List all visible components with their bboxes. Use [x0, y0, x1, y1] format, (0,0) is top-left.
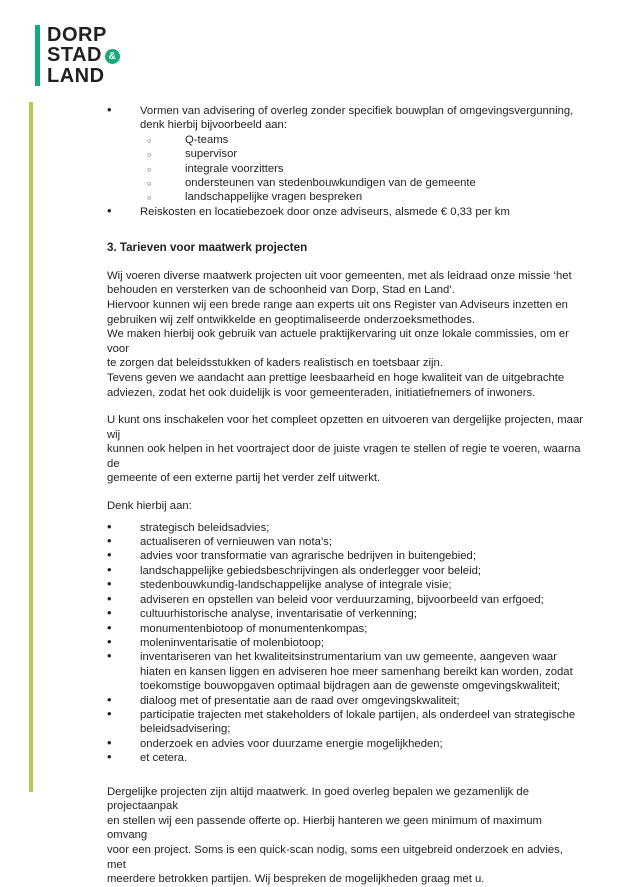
paragraph-line: Dergelijke projecten zijn altijd maatwerk. In goed overleg bepalen we gezamenlijk de projectaanpak: [107, 785, 529, 813]
list-item: • strategisch beleidsadvies;: [0, 521, 643, 535]
list-item: ○ landschappelijke vragen bespreken: [0, 190, 643, 204]
logo-wordmark: [47, 25, 120, 86]
list-item: • et cetera.: [0, 751, 643, 765]
logo-line-stad: [47, 45, 120, 65]
list-item: • monumentenbiotoop of monumentenkompas;: [0, 622, 643, 636]
list-item: • Vormen van advisering of overleg zonder specifiek bouwplan of omgevingsvergunning, denk hierbij bijvoorbeeld aan:: [0, 104, 643, 133]
list-item: ○ integrale voorzitters: [0, 162, 643, 176]
list-item: • participatie trajecten met stakeholders of lokale partijen, als onderdeel van strategische beleidsadvisering;: [0, 708, 643, 737]
list-item: • Reiskosten en locatiebezoek door onze adviseurs, alsmede € 0,33 per km: [0, 205, 643, 219]
spacer: [0, 219, 643, 241]
list-item: • onderzoek en advies voor duurzame energie mogelijkheden;: [0, 737, 643, 751]
spacer: [0, 400, 643, 413]
paragraph-line: We maken hierbij ook gebruik van actuele praktijkervaring uit onze lokale commissies, om er voor: [107, 328, 569, 355]
spacer: [0, 514, 643, 521]
paragraph-line: behouden en versterken van de schoonheid van Dorp, Stad en Land’.: [107, 284, 455, 297]
paragraph-line: Wij voeren diverse maatwerk projecten uit voor gemeenten, met als leidraad onze missie ‘het: [107, 269, 572, 282]
list-item: • advies voor transformatie van agrarische bedrijven in buitengebied;: [0, 549, 643, 563]
paragraph-line: kunnen ook helpen in het voortraject door de juiste vragen te stellen of regie te voeren, waarna de: [107, 443, 581, 470]
list-item: • dialoog met of presentatie aan de raad over omgevingskwaliteit;: [0, 694, 643, 708]
paragraph-line: voor een project. Soms is een quick-scan nodig, soms een uitgebreid onderzoek en advies, met: [107, 843, 563, 871]
paragraph-intro: [107, 269, 583, 400]
document-content: [0, 104, 643, 887]
list-item: ○ supervisor: [0, 147, 643, 161]
ampersand-badge-icon: &: [105, 49, 120, 64]
spacer: [0, 256, 643, 269]
list-item: • stedenbouwkundig-landschappelijke analyse of integrale visie;: [0, 578, 643, 592]
logo-text-land: LAND: [47, 64, 105, 87]
logo-text-dorp: DORP: [47, 24, 107, 46]
paragraph-line: adviezen, zodat het ook duidelijk is voor gemeenteraden, initiatiefnemers of inwoners.: [107, 386, 536, 399]
logo-text-stad: STAD: [47, 44, 102, 67]
spacer: [0, 766, 643, 785]
paragraph-line: gebruiken wij zelf ontwikkelde en geoptimaliseerde onderzoeksmethodes.: [107, 313, 475, 326]
list-item: ○ ondersteunen van stedenbouwkundigen van de gemeente: [0, 176, 643, 190]
paragraph-line: te zorgen dat beleidsstukken of kaders realistisch en toetsbaar zijn.: [107, 357, 443, 370]
paragraph-line: Hiervoor kunnen wij een brede range aan experts uit ons Register van Adviseurs inzetten en: [107, 298, 568, 311]
list-intro-text: Denk hierbij aan:: [107, 500, 192, 513]
logo-accent-bar: [35, 25, 40, 86]
paragraph-engagement: [107, 413, 583, 486]
paragraph-line: gemeente of een externe partij het verder zelf uitwerkt.: [107, 472, 381, 485]
paragraph-line: meerdere betrokken partijen. Wij bespreken de mogelijkheden graag met u.: [107, 873, 485, 886]
company-logo: [35, 25, 120, 86]
list-item: • moleninventarisatie of molenbiotoop;: [0, 636, 643, 650]
spacer: [0, 486, 643, 499]
paragraph-line: U kunt ons inschakelen voor het compleet opzetten en uitvoeren van dergelijke projecten, maar wij: [107, 414, 584, 441]
list-item: • cultuurhistorische analyse, inventarisatie of verkenning;: [0, 607, 643, 621]
list-item: • actualiseren of vernieuwen van nota’s;: [0, 535, 643, 549]
list-item: • landschappelijke gebiedsbeschrijvingen als onderlegger voor beleid;: [0, 564, 643, 578]
paragraph-line: Tevens geven we aandacht aan prettige leesbaarheid en hoge kwaliteit van de uitgebrachte: [107, 371, 565, 384]
services-bullet-list: [0, 521, 643, 766]
list-item: • adviseren en opstellen van beleid voor verduurzaming, bijvoorbeeld van erfgoed;: [0, 593, 643, 607]
logo-line-dorp: [47, 25, 120, 45]
list-item: • inventariseren van het kwaliteitsinstrumentarium van uw gemeente, aangeven waar hiaten en kansen liggen en adviseren hoe meer samenhang bereikt kan worden, zodat toekomstige bouwopgaven optimaal bijdragen aan de gewenste omgevingskwaliteit;: [0, 650, 643, 693]
list-item: ○ Q-teams: [0, 133, 643, 147]
paragraph-line: en stellen wij een passende offerte op. Hierbij hanteren we geen minimum of maximum omvang: [107, 814, 542, 842]
top-bullet-list: [0, 104, 643, 219]
section-heading: 3. Tarieven voor maatwerk projecten: [107, 241, 308, 255]
logo-line-land: [47, 66, 120, 86]
